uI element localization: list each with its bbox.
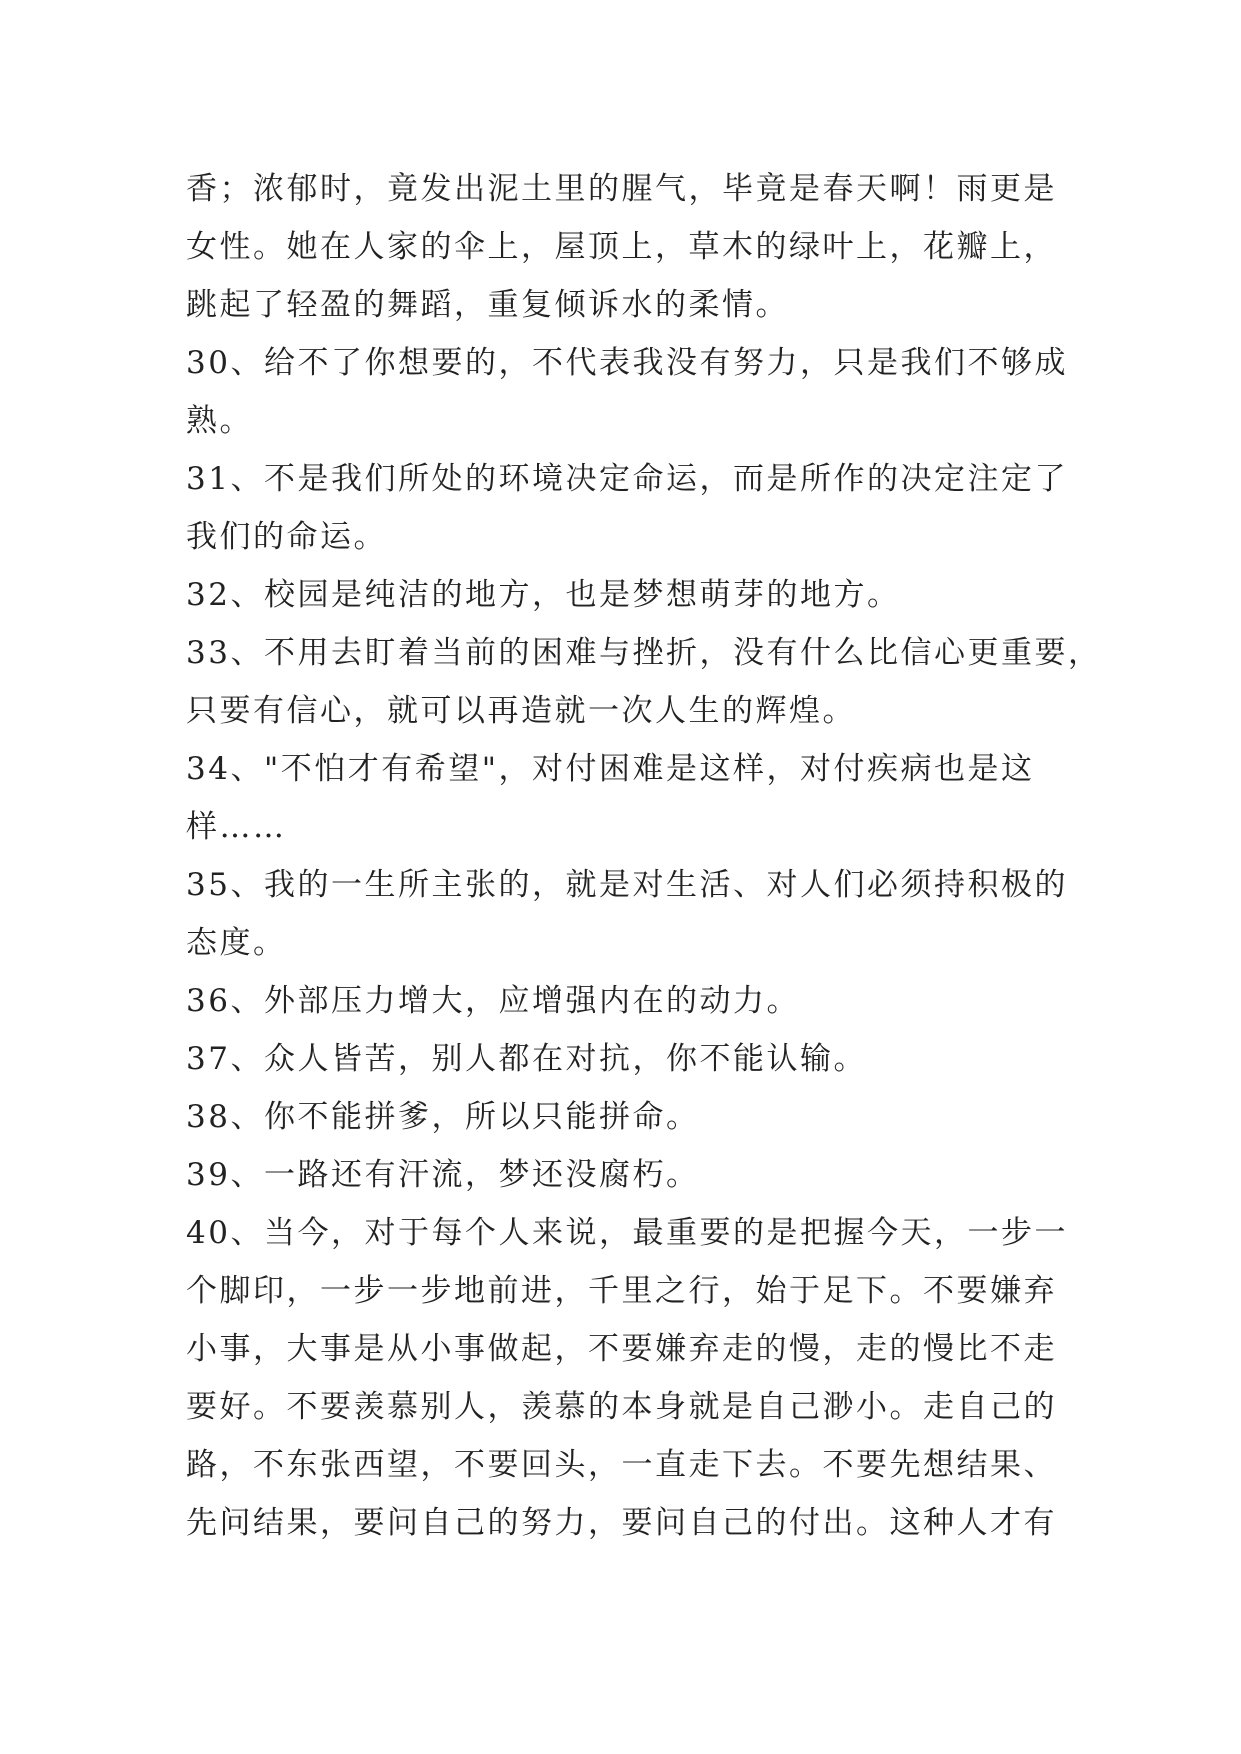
text-line: 35、我的一生所主张的，就是对生活、对人们必须持积极的 — [186, 867, 1068, 903]
text-line: 熟。 — [186, 403, 253, 439]
text-line: 要好。不要羡慕别人，羡慕的本身就是自己渺小。走自己的 — [186, 1389, 1057, 1425]
text-line: 40、当今，对于每个人来说，最重要的是把握今天，一步一 — [186, 1215, 1068, 1251]
text-line: 37、众人皆苦，别人都在对抗，你不能认输。 — [186, 1041, 867, 1077]
text-line: 女性。她在人家的伞上，屋顶上，草木的绿叶上，花瓣上， — [186, 229, 1057, 265]
text-line: 32、校园是纯洁的地方，也是梦想萌芽的地方。 — [186, 577, 901, 613]
text-line: 跳起了轻盈的舞蹈，重复倾诉水的柔情。 — [186, 287, 789, 323]
text-line: 31、不是我们所处的环境决定命运，而是所作的决定注定了 — [186, 461, 1068, 497]
text-line: 39、一路还有汗流，梦还没腐朽。 — [186, 1157, 700, 1193]
text-line: 33、不用去盯着当前的困难与挫折，没有什么比信心更重要， — [186, 635, 1102, 671]
text-line: 30、给不了你想要的，不代表我没有努力，只是我们不够成 — [186, 345, 1068, 381]
text-line: 先问结果，要问自己的努力，要问自己的付出。这种人才有 — [186, 1505, 1057, 1541]
text-line: 小事，大事是从小事做起，不要嫌弃走的慢，走的慢比不走 — [186, 1331, 1057, 1367]
text-line: 38、你不能拼爹，所以只能拼命。 — [186, 1099, 700, 1135]
text-line: 香；浓郁时，竟发出泥土里的腥气，毕竟是春天啊！雨更是 — [186, 171, 1057, 207]
text-line: 我们的命运。 — [186, 519, 387, 555]
text-line: 36、外部压力增大，应增强内在的动力。 — [186, 983, 800, 1019]
text-line: 态度。 — [186, 925, 287, 961]
text-line: 个脚印，一步一步地前进，千里之行，始于足下。不要嫌弃 — [186, 1273, 1057, 1309]
text-line: 只要有信心，就可以再造就一次人生的辉煌。 — [186, 693, 856, 729]
text-line: 路，不东张西望，不要回头，一直走下去。不要先想结果、 — [186, 1447, 1057, 1483]
document-body — [186, 160, 1102, 1552]
text-line: 34、"不怕才有希望"，对付困难是这样，对付疾病也是这 — [186, 751, 1035, 787]
text-line: 样…… — [186, 809, 287, 845]
